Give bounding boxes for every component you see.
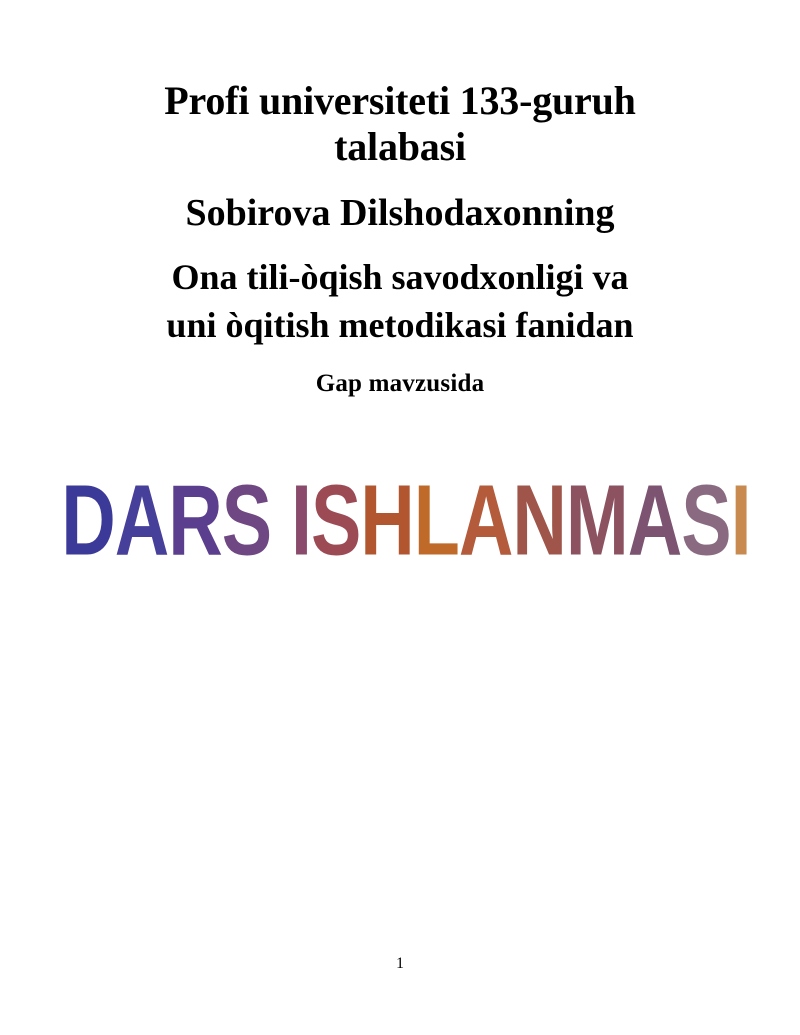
wordart-letter: S: [221, 464, 272, 577]
wordart-letter: [271, 471, 291, 571]
title-block: [68, 78, 732, 399]
wordart-letter: N: [512, 464, 566, 577]
wordart-letter: A: [114, 464, 169, 577]
wordart-block: [61, 464, 751, 601]
wordart-letter: R: [168, 464, 222, 577]
wordart-letter: A: [458, 464, 513, 577]
wordart-letter: I: [730, 464, 751, 577]
heading-line-2: Sobirova Dilshodaxonning: [185, 191, 615, 234]
wordart-letter: H: [360, 464, 414, 577]
page-number: 1: [396, 955, 404, 972]
wordart-letter: S: [681, 464, 731, 577]
heading-line-1: Profi universiteti 133-guruh talabasi: [164, 78, 636, 170]
wordart-letter: L: [413, 464, 459, 577]
wordart-letter: A: [627, 464, 682, 577]
heading-line-4: uni òqitish metodikasi fanidan: [166, 304, 634, 345]
wordart-letter: I: [291, 464, 311, 577]
wordart-dars-ishlanmasi: [61, 464, 751, 577]
heading-line-5: Gap mavzusida: [315, 369, 485, 397]
heading-line-3: Ona tili-òqish savodxonligi va: [171, 257, 629, 298]
wordart-letter: D: [61, 464, 115, 577]
wordart-letter: S: [310, 464, 361, 577]
wordart-letter: M: [565, 464, 628, 577]
